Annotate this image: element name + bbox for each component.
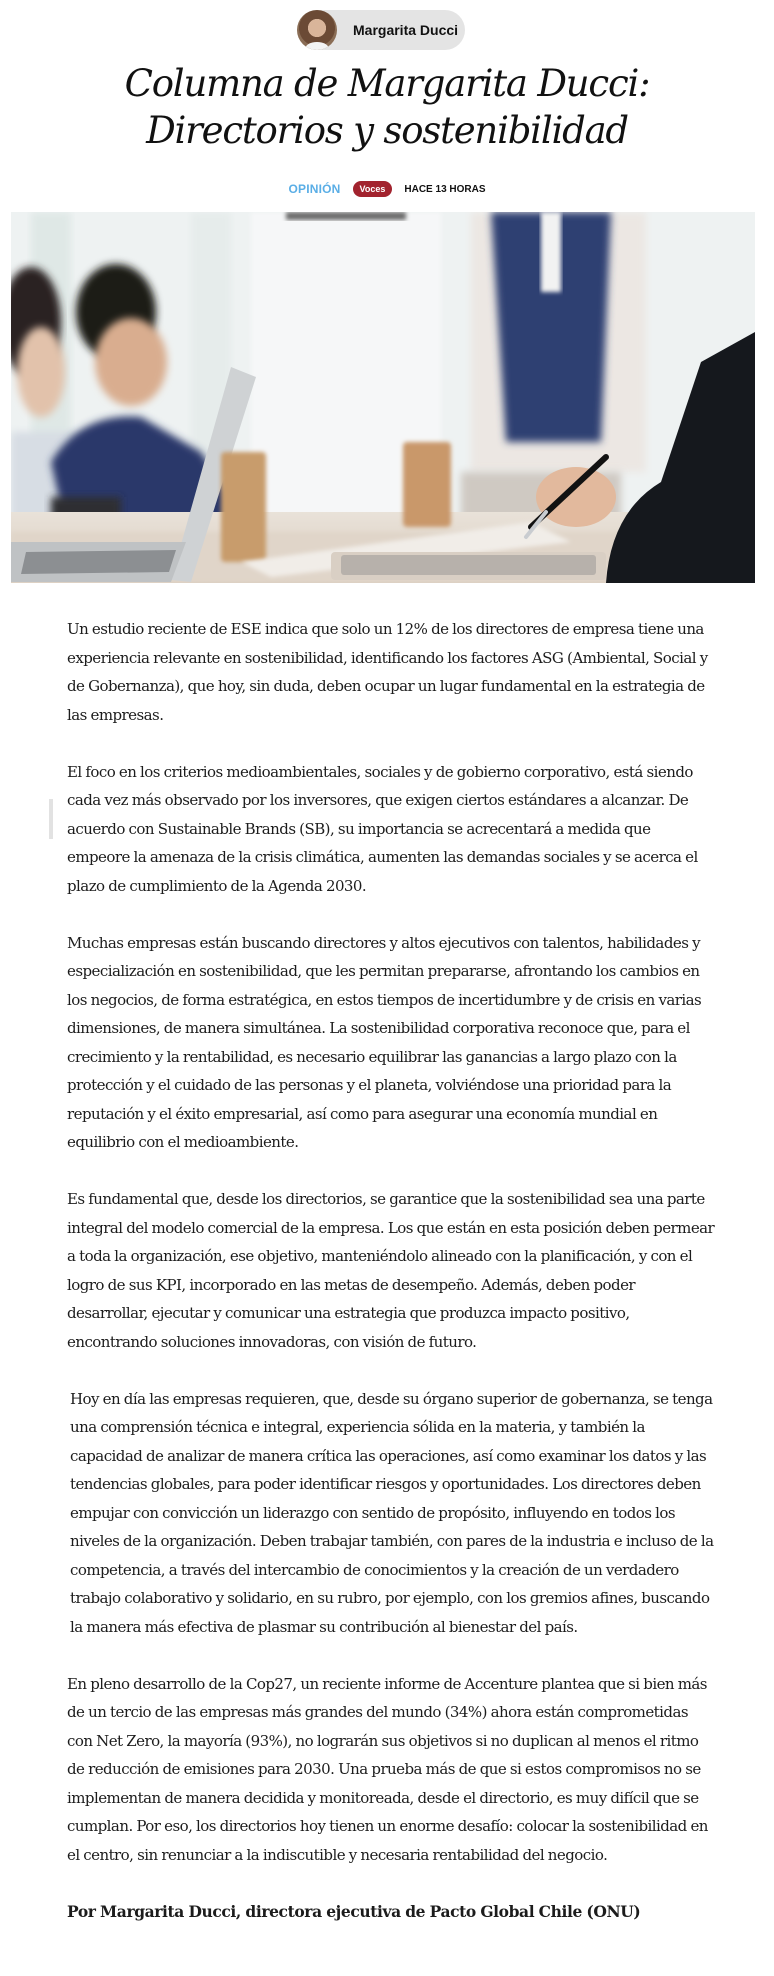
- article-body: [67, 615, 717, 1955]
- hero-image: [11, 212, 755, 583]
- author-chip[interactable]: [297, 10, 465, 50]
- author-signature: Por Margarita Ducci, directora ejecutiva de Pacto Global Chile (ONU): [67, 1901, 641, 1921]
- publish-time: HACE 13 HORAS: [404, 183, 486, 195]
- article-meta: [0, 181, 774, 197]
- meeting-photo-illustration: [11, 212, 755, 583]
- paragraph: Un estudio reciente de ESE indica que solo un 12% de los directores de empresa tiene una experiencia relevante en sostenibilidad, identificando los factores ASG (Ambiental, Social y de Gobernanza), que hoy, sin duda, deben ocupar un lugar fundamental en la estrategia de las empresas.: [67, 620, 708, 724]
- author-avatar[interactable]: [297, 10, 337, 50]
- paragraph: En pleno desarrollo de la Cop27, un reciente informe de Accenture plantea que si bien más de un tercio de las empresas más grandes del mundo (34%) ahora están comprometidas con Net Zero, la mayoría (93%), no lograrán sus objetivos si no duplican al menos el ritmo de reducción de emisiones para 2030. Una prueba más de que si estos compromisos no se implementan de manera decidida y monitoreada, desde el directorio, es muy difícil que se cumplan. Por eso, los directorios hoy tienen un enorme desafío: colocar la sostenibilidad en el centro, sin renunciar a la indiscutible y necesaria rentabilidad del negocio.: [67, 1674, 708, 1864]
- paragraph: El foco en los criterios medioambientales, sociales y de gobierno corporativo, está siendo cada vez más observado por los inversores, que exigen ciertos estándares a alcanzar. De acuerdo con Sustainable Brands (SB), su importancia se acrecentará a medida que empeore la amenaza de la crisis climática, aumenten las demandas sociales y se acerca el plazo de cumplimiento de la Agenda 2030.: [67, 762, 698, 895]
- tag-badge[interactable]: Voces: [353, 181, 393, 197]
- section-link[interactable]: OPINIÓN: [288, 182, 341, 196]
- paragraph: Es fundamental que, desde los directorios, se garantice que la sostenibilidad sea una parte integral del modelo comercial de la empresa. Los que están en esta posición deben permear a toda la organización, ese objetivo, manteniéndolo alineado con la planificación, y con el logro de sus KPI, incorporado en las metas de desempeño. Además, deben poder desarrollar, ejecutar y comunicar una estrategia que produzca impacto positivo, encontrando soluciones innovadoras, con visión de futuro.: [67, 1190, 715, 1351]
- left-scroll-indicator: [49, 799, 53, 839]
- paragraph: Hoy en día las empresas requieren, que, desde su órgano superior de gobernanza, se tenga una comprensión técnica e integral, experiencia sólida en la materia, y también la capacidad de analizar de manera crítica las operaciones, así como examinar los datos y las tendencias globales, para poder identificar riesgos y oportunidades. Los directores deben empujar con convicción un liderazgo con sentido de propósito, influyendo en todos los niveles de la organización. Deben trabajar también, con pares de la industria e incluso de la competencia, a través del intercambio de conocimientos y la creación de un verdadero trabajo colaborativo y solidario, en su rubro, por ejemplo, con los gremios afines, buscando la manera más efectiva de plasmar su contribución al bienestar del país.: [70, 1389, 714, 1636]
- author-name[interactable]: Margarita Ducci: [353, 22, 459, 38]
- paragraph: Muchas empresas están buscando directores y altos ejecutivos con talentos, habilidades y especialización en sostenibilidad, que les permitan prepararse, afrontando los cambios en los negocios, de forma estratégica, en estos tiempos de incertidumbre y de crisis en varias dimensiones, de manera simultánea. La sostenibilidad corporativa reconoce que, para el crecimiento y la rentabilidad, es necesario equilibrar las ganancias a largo plazo con la protección y el cuidado de las personas y el planeta, volviéndose una prioridad para la reputación y el éxito empresarial, así como para asegurar una economía mundial en equilibrio con el medioambiente.: [67, 933, 702, 1151]
- article-headline: Columna de Margarita Ducci: Directorios y sostenibilidad: [124, 62, 650, 152]
